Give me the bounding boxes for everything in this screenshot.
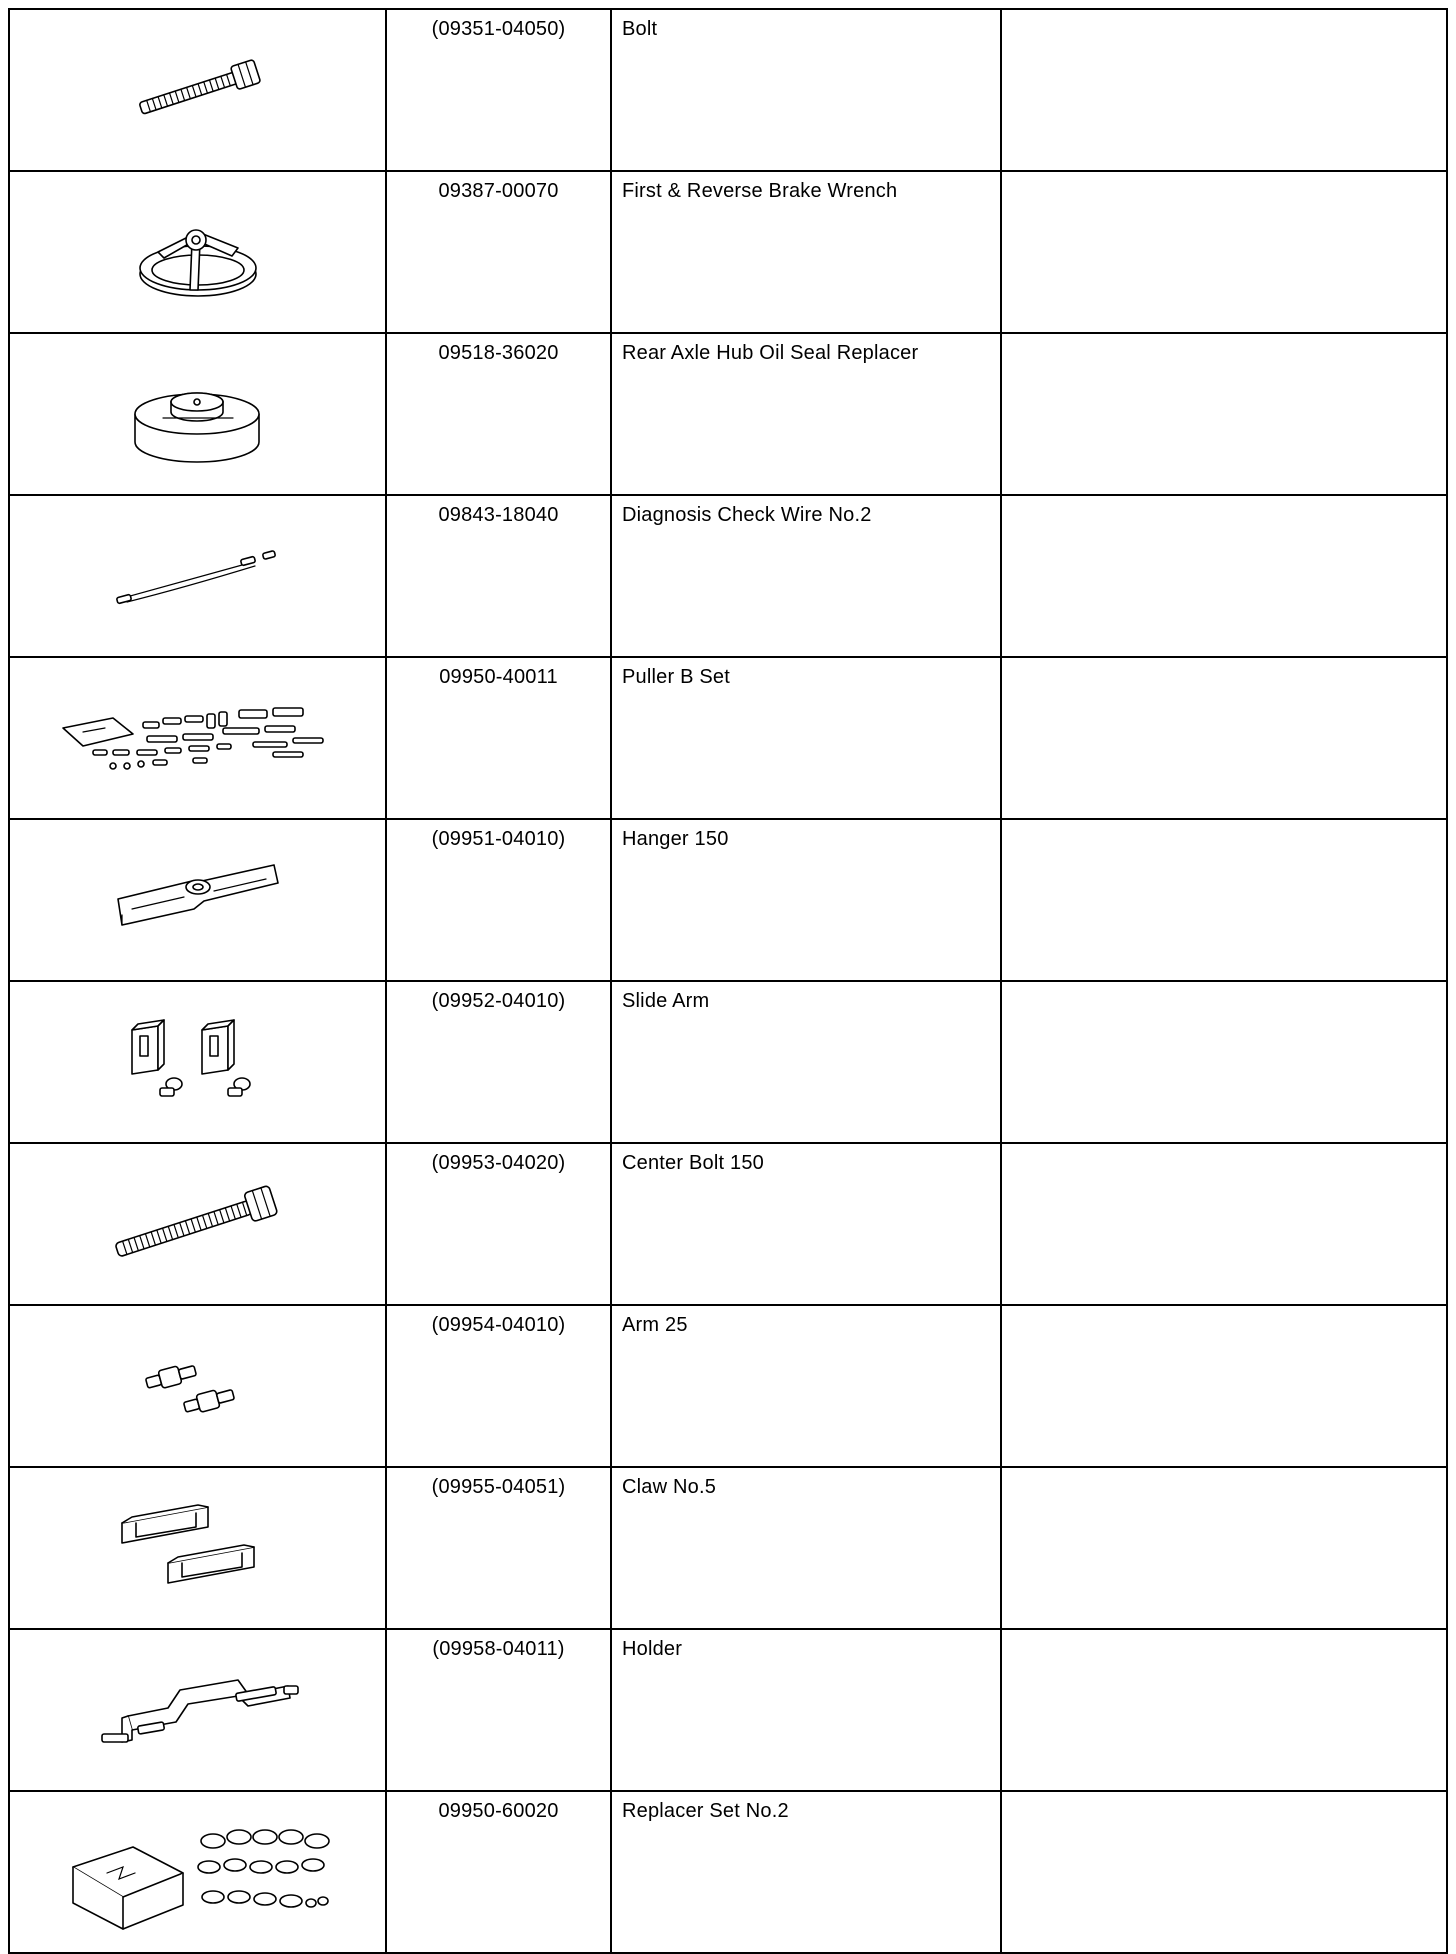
note-cell [1001,1305,1447,1467]
tool-name: First & Reverse Brake Wrench [622,180,898,202]
claw-icon [108,1493,288,1603]
part-number: (09958-04011) [432,1638,565,1660]
tool-name-cell [611,1791,1001,1953]
table-row [9,1791,1447,1953]
tool-illustration-cell [9,981,386,1143]
table-row [9,819,1447,981]
note-cell [1001,495,1447,657]
note-cell [1001,981,1447,1143]
tool-illustration-cell [9,1143,386,1305]
tool-name: Rear Axle Hub Oil Seal Replacer [622,342,919,364]
tool-illustration-cell [9,657,386,819]
tool-name-cell [611,1143,1001,1305]
tool-name: Puller B Set [622,666,731,688]
tool-name: Arm 25 [622,1314,688,1336]
part-number-cell [386,1791,611,1953]
tool-name: Holder [622,1638,683,1660]
part-number-cell [386,171,611,333]
tool-name: Claw No.5 [622,1476,717,1498]
table-row [9,981,1447,1143]
tool-name: Diagnosis Check Wire No.2 [622,504,872,526]
tool-name-cell [611,495,1001,657]
puller-set-icon [53,688,343,788]
table-row [9,1467,1447,1629]
part-number-cell [386,495,611,657]
part-number-cell [386,1305,611,1467]
part-number: (09952-04010) [431,990,566,1012]
tool-name-cell [611,657,1001,819]
tool-name: Center Bolt 150 [622,1152,764,1174]
tool-name: Replacer Set No.2 [622,1800,789,1822]
table-row [9,495,1447,657]
tool-name-cell [611,1629,1001,1791]
tool-illustration-cell [9,1305,386,1467]
part-number-cell [386,981,611,1143]
note-cell [1001,1467,1447,1629]
hanger-icon [98,855,298,945]
tool-name-cell [611,1305,1001,1467]
tool-name-cell [611,1467,1001,1629]
tool-illustration-cell [9,1467,386,1629]
tool-illustration-cell [9,171,386,333]
note-cell [1001,1143,1447,1305]
note-cell [1001,1629,1447,1791]
slide-arm-icon [118,1012,278,1112]
brake-wrench-icon [128,192,268,312]
part-number-cell [386,1143,611,1305]
part-number-cell [386,819,611,981]
part-number-cell [386,657,611,819]
part-number: (09951-04010) [431,828,566,850]
tool-name: Hanger 150 [622,828,729,850]
check-wire-icon [113,536,283,616]
bolt-icon [118,50,278,130]
tool-name-cell [611,9,1001,171]
part-number: (09953-04020) [431,1152,566,1174]
note-cell [1001,819,1447,981]
table-row [9,1143,1447,1305]
note-cell [1001,171,1447,333]
center-bolt-icon [103,1179,293,1269]
note-cell [1001,333,1447,495]
special-tools-table [8,8,1448,1954]
holder-icon [88,1660,308,1760]
part-number: (09954-04010) [431,1314,566,1336]
arm-icon [138,1346,258,1426]
table-row [9,657,1447,819]
tool-name-cell [611,981,1001,1143]
part-number: 09950-60020 [438,1800,559,1822]
table-row [9,1305,1447,1467]
table-row [9,333,1447,495]
note-cell [1001,9,1447,171]
table-row [9,9,1447,171]
part-number: 09950-40011 [439,666,558,688]
part-number: (09955-04051) [431,1476,566,1498]
part-number: 09387-00070 [438,180,559,202]
part-number: 09518-36020 [438,342,559,364]
replacer-set-icon [63,1807,333,1937]
special-tools-sheet [8,8,1448,1954]
part-number: (09351-04050) [431,18,566,40]
part-number: 09843-18040 [438,504,559,526]
tool-name-cell [611,333,1001,495]
tool-name: Slide Arm [622,990,710,1012]
tool-illustration-cell [9,1791,386,1953]
part-number-cell [386,9,611,171]
note-cell [1001,1791,1447,1953]
part-number-cell [386,1467,611,1629]
tool-illustration-cell [9,9,386,171]
tool-name-cell [611,171,1001,333]
tool-illustration-cell [9,495,386,657]
seal-replacer-icon [123,354,273,474]
part-number-cell [386,1629,611,1791]
note-cell [1001,657,1447,819]
tool-illustration-cell [9,1629,386,1791]
tool-illustration-cell [9,819,386,981]
table-row [9,171,1447,333]
table-row [9,1629,1447,1791]
tool-name: Bolt [622,18,658,40]
part-number-cell [386,333,611,495]
tool-name-cell [611,819,1001,981]
tool-illustration-cell [9,333,386,495]
